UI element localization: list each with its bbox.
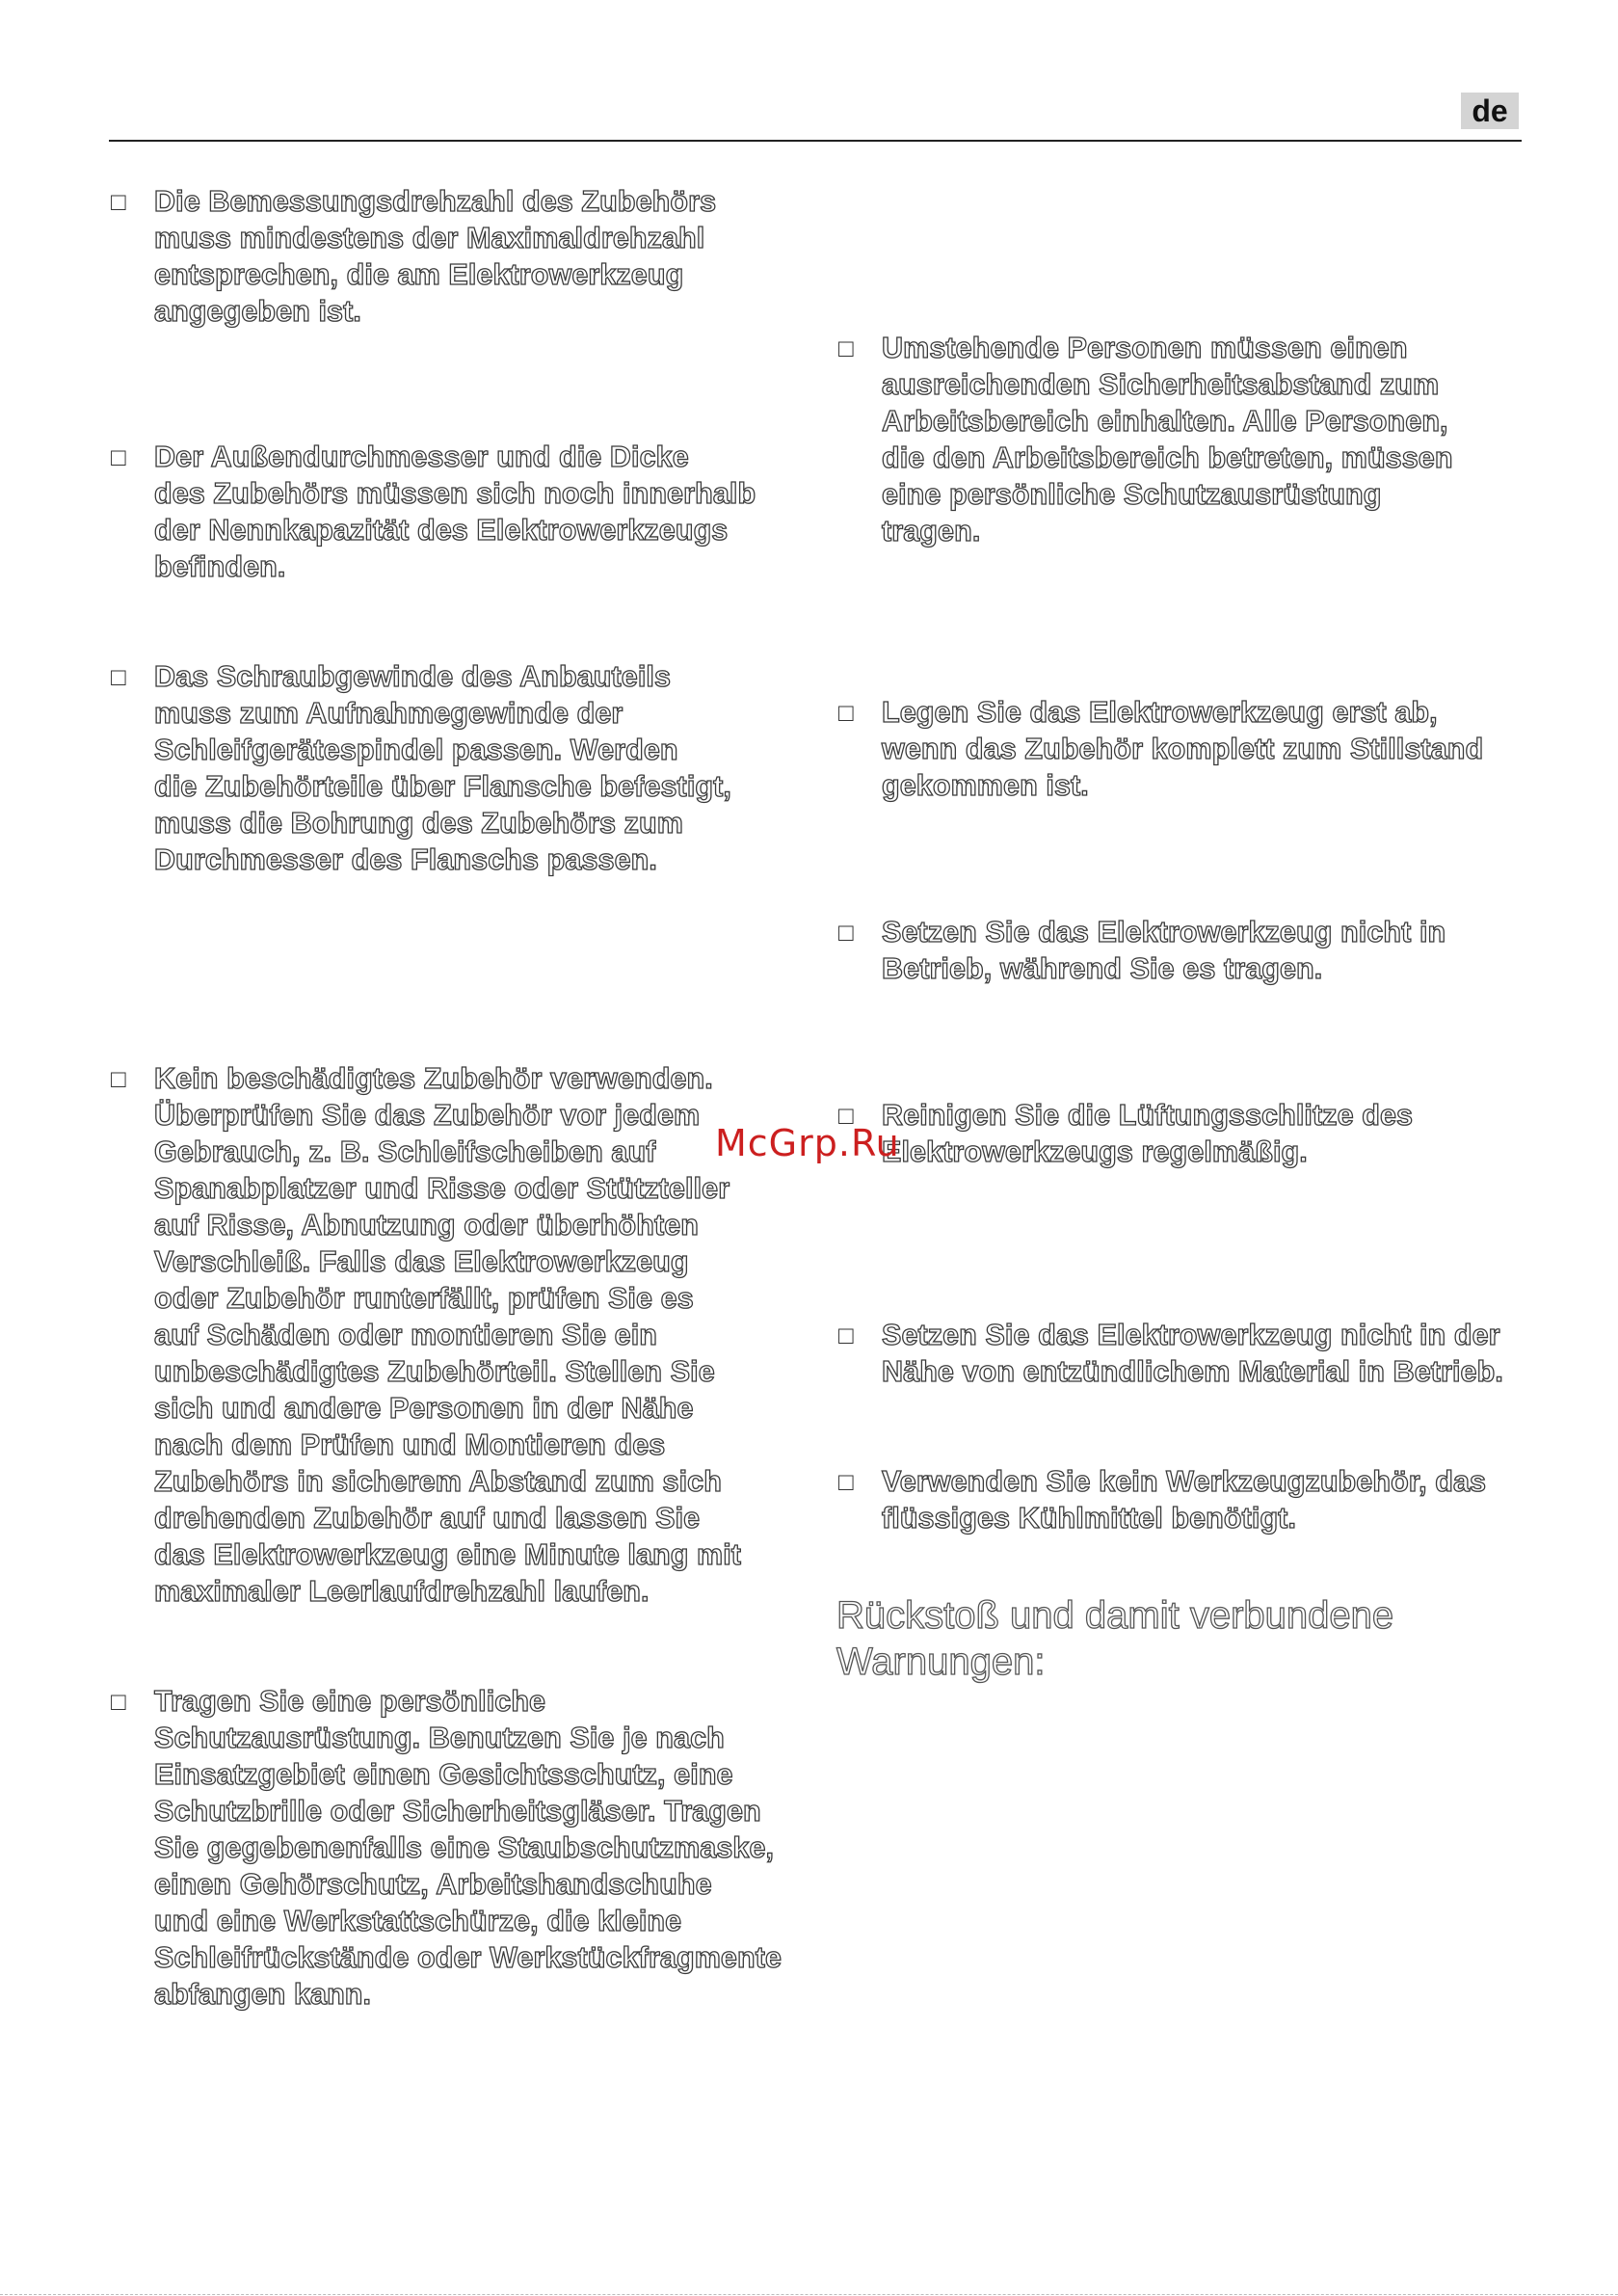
watermark: McGrp.Ru: [715, 1122, 900, 1164]
text-line: Reinigen Sie die Lüftungsschlitze des: [882, 1099, 1414, 1132]
list-item-text: [882, 1097, 1413, 1170]
text-line: Verwenden Sie kein Werkzeugzubehör, das: [882, 1465, 1487, 1498]
text-line: drehenden Zubehör auf und lassen Sie: [154, 1502, 701, 1535]
language-badge: de: [1461, 93, 1519, 129]
checkbox-icon: □: [838, 334, 854, 362]
text-line: Legen Sie das Elektrowerkzeug erst ab,: [882, 696, 1438, 729]
checkbox-icon: □: [111, 187, 126, 216]
text-line: Setzen Sie das Elektrowerkzeug nicht in der: [882, 1319, 1500, 1351]
text-line: Gebrauch, z. B. Schleifscheiben auf: [154, 1135, 656, 1168]
text-line: Die Bemessungsdrehzahl des Zubehörs: [154, 185, 717, 218]
text-line: Schleifrückstände oder Werkstückfragmente: [154, 1941, 782, 1974]
text-line: ausreichenden Sicherheitsabstand zum: [882, 368, 1440, 401]
text-line: eine persönliche Schutzausrüstung: [882, 478, 1382, 511]
text-line: Sie gegebenenfalls eine Staubschutzmaske,: [154, 1831, 775, 1864]
checkbox-icon: □: [111, 1064, 126, 1093]
text-line: des Zubehörs müssen sich noch innerhalb: [154, 477, 756, 510]
text-line: Nähe von entzündlichem Material in Betrieb.: [882, 1355, 1503, 1388]
text-line: tragen.: [882, 515, 981, 547]
text-line: Umstehende Personen müssen einen: [882, 332, 1408, 364]
text-line: Kein beschädigtes Zubehör verwenden.: [154, 1062, 713, 1095]
text-line: Schleifgerätespindel passen. Werden: [154, 734, 678, 766]
text-line: Setzen Sie das Elektrowerkzeug nicht in: [882, 916, 1446, 948]
text-line: entsprechen, die am Elektrowerkzeug: [154, 258, 684, 291]
section-heading-line: Rückstoß und damit verbundene: [836, 1594, 1394, 1637]
text-line: Betrieb, während Sie es tragen.: [882, 952, 1323, 985]
checkbox-icon: □: [838, 1321, 854, 1349]
text-line: die den Arbeitsbereich betreten, müssen: [882, 441, 1453, 474]
text-line: muss die Bohrung des Zubehörs zum: [154, 807, 683, 840]
text-line: auf Risse, Abnutzung oder überhöhten: [154, 1209, 700, 1241]
text-line: flüssiges Kühlmittel benötigt.: [882, 1502, 1297, 1535]
text-line: das Elektrowerkzeug eine Minute lang mit: [154, 1538, 742, 1571]
section-heading: [836, 1592, 1511, 1685]
text-line: befinden.: [154, 550, 286, 583]
text-line: einen Gehörschutz, Arbeitshandschuhe: [154, 1868, 712, 1901]
text-line: Schutzausrüstung. Benutzen Sie je nach: [154, 1722, 725, 1754]
text-line: nach dem Prüfen und Montieren des: [154, 1428, 666, 1461]
checkbox-icon: □: [838, 698, 854, 727]
text-line: Einsatzgebiet einen Gesichtsschutz, eine: [154, 1758, 733, 1791]
list-item-text: [882, 914, 1446, 987]
list-item-text: [882, 1317, 1503, 1390]
checkbox-icon: □: [838, 918, 854, 947]
text-line: Das Schraubgewinde des Anbauteils: [154, 660, 672, 693]
text-line: Überprüfen Sie das Zubehör vor jedem: [154, 1099, 701, 1132]
checkbox-icon: □: [838, 1101, 854, 1130]
text-line: Der Außendurchmesser und die Dicke: [154, 441, 689, 473]
text-line: Arbeitsbereich einhalten. Alle Personen,: [882, 405, 1448, 438]
text-line: der Nennkapazität des Elektrowerkzeugs: [154, 514, 729, 547]
text-line: muss mindestens der Maximaldrehzahl: [154, 222, 705, 254]
footer-divider: [0, 2294, 1618, 2295]
header-rule: [109, 140, 1522, 142]
text-line: wenn das Zubehör komplett zum Stillstand: [882, 733, 1484, 765]
checkbox-icon: □: [111, 662, 126, 691]
list-item-text: [154, 658, 731, 878]
text-line: unbeschädigtes Zubehörteil. Stellen Sie: [154, 1355, 715, 1388]
text-line: und eine Werkstattschürze, die kleine: [154, 1905, 682, 1937]
list-item-text: [154, 1683, 782, 2013]
text-line: sich und andere Personen in der Nähe: [154, 1392, 694, 1425]
text-line: angegeben ist.: [154, 295, 361, 328]
text-line: maximaler Leerlaufdrehzahl laufen.: [154, 1575, 650, 1608]
text-line: abfangen kann.: [154, 1978, 372, 2011]
text-line: Schutzbrille oder Sicherheitsgläser. Tragen: [154, 1795, 761, 1828]
text-line: muss zum Aufnahmegewinde der: [154, 697, 623, 730]
list-item-text: [154, 183, 716, 330]
checkbox-icon: □: [111, 442, 126, 471]
text-line: die Zubehörteile über Flansche befestigt,: [154, 770, 731, 803]
list-item-text: [154, 1060, 741, 1610]
section-heading-line: Warnungen:: [836, 1641, 1046, 1683]
text-line: Verschleiß. Falls das Elektrowerkzeug: [154, 1245, 689, 1278]
checkbox-icon: □: [111, 1687, 126, 1716]
list-item-text: [882, 694, 1483, 804]
text-line: gekommen ist.: [882, 769, 1089, 802]
list-item-text: [882, 330, 1453, 549]
list-item-text: [882, 1463, 1486, 1536]
text-line: Spanabplatzer und Risse oder Stützteller: [154, 1172, 730, 1205]
text-line: Elektrowerkzeugs regelmäßig.: [882, 1135, 1308, 1168]
list-item-text: [154, 439, 756, 585]
text-line: auf Schäden oder montieren Sie ein: [154, 1319, 658, 1351]
text-line: Tragen Sie eine persönliche: [154, 1685, 546, 1718]
text-line: Durchmesser des Flanschs passen.: [154, 843, 657, 876]
checkbox-icon: □: [838, 1467, 854, 1496]
text-line: oder Zubehör runterfällt, prüfen Sie es: [154, 1282, 694, 1315]
text-line: Zubehörs in sicherem Abstand zum sich: [154, 1465, 722, 1498]
